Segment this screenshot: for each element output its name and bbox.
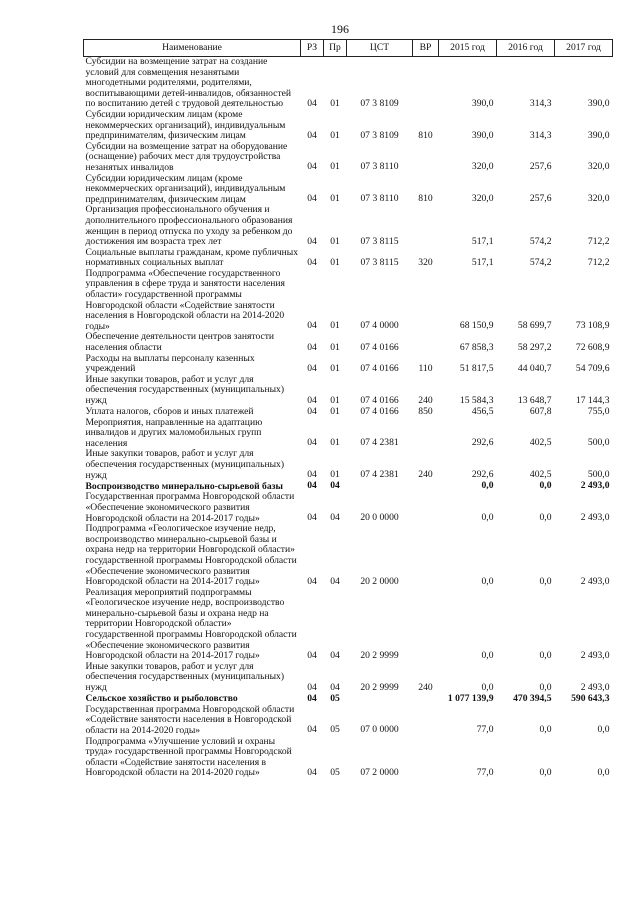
cell-2017: 712,2 — [587, 235, 610, 247]
cell-2015: 0,0 — [481, 512, 494, 524]
cell-vr — [413, 694, 439, 705]
cell-2016: 13 648,7 — [517, 394, 552, 406]
cell-pr: 05 — [330, 692, 340, 704]
cell-pr: 01 — [330, 129, 340, 141]
table-body — [84, 57, 613, 779]
cell-pr: 01 — [330, 256, 340, 268]
cell-2016: 314,3 — [529, 97, 552, 109]
table-row — [84, 588, 613, 662]
cell-cst: 07 2 0000 — [360, 766, 399, 778]
cell-2015: 292,6 — [471, 437, 494, 449]
cell-vr — [413, 418, 439, 450]
table-row — [84, 524, 613, 588]
cell-2015: 0,0 — [481, 649, 494, 661]
cell-2016: 44 040,7 — [517, 362, 552, 374]
cell-vr — [413, 524, 439, 588]
column-header-pr: Пр — [324, 40, 347, 57]
cell-cst: 07 4 0166 — [360, 362, 399, 374]
cell-name: Организация профессионального обучения и дополнительного профессионального образования женщин в период отпуска по уходу за ребенком до достижения им возраста трех лет — [85, 204, 293, 248]
column-header-rz: РЗ — [301, 40, 324, 57]
cell-cst: 20 0 0000 — [360, 512, 399, 524]
cell-cst: 07 3 8109 — [360, 129, 399, 141]
cell-cst: 07 3 8110 — [360, 193, 399, 205]
cell-rz: 04 — [307, 341, 317, 353]
cell-pr: 01 — [330, 405, 340, 417]
table-row — [84, 57, 613, 110]
cell-pr: 01 — [330, 193, 340, 205]
cell-2017: 2 493,0 — [580, 512, 610, 524]
column-header-name: Наименование — [84, 40, 301, 57]
cell-rz: 04 — [307, 256, 317, 268]
cell-cst — [347, 694, 413, 705]
cell-name: Социальные выплаты гражданам, кроме публичных нормативных социальных выплат — [85, 246, 299, 269]
cell-pr: 04 — [330, 512, 340, 524]
cell-2015: 77,0 — [476, 766, 494, 778]
cell-2016: 402,5 — [529, 437, 552, 449]
cell-2017: 2 493,0 — [580, 649, 610, 661]
cell-2017: 2 493,0 — [580, 681, 610, 693]
cell-vr — [413, 492, 439, 524]
cell-2016: 0,0 — [539, 681, 552, 693]
cell-2016: 0,0 — [539, 766, 552, 778]
cell-vr — [413, 588, 439, 662]
cell-2016: 314,3 — [529, 129, 552, 141]
cell-2017: 54 709,6 — [575, 362, 610, 374]
cell-2015: 67 858,3 — [459, 341, 494, 353]
cell-pr: 04 — [330, 649, 340, 661]
cell-2015: 68 150,9 — [459, 320, 494, 332]
cell-2015: 456,5 — [471, 405, 494, 417]
cell-2015: 0,0 — [481, 681, 494, 693]
cell-2017: 320,0 — [587, 193, 610, 205]
table-row — [84, 737, 613, 779]
cell-pr: 05 — [330, 724, 340, 736]
cell-cst: 07 4 2381 — [360, 437, 399, 449]
cell-vr: 320 — [418, 256, 433, 268]
table-header — [84, 40, 613, 57]
table-row — [84, 174, 613, 206]
cell-vr — [413, 737, 439, 779]
cell-2016: 58 297,2 — [517, 341, 552, 353]
cell-2015: 390,0 — [471, 129, 494, 141]
cell-cst: 20 2 9999 — [360, 681, 399, 693]
cell-2016: 0,0 — [539, 724, 552, 736]
cell-2017: 755,0 — [587, 405, 610, 417]
cell-2016: 607,8 — [529, 405, 552, 417]
cell-2017: 0,0 — [597, 766, 610, 778]
cell-2017: 390,0 — [587, 129, 610, 141]
cell-2016: 0,0 — [539, 480, 552, 492]
cell-cst: 07 4 0166 — [360, 405, 399, 417]
cell-2015: 77,0 — [476, 724, 494, 736]
cell-vr — [413, 705, 439, 737]
cell-rz: 04 — [307, 469, 317, 481]
cell-vr: 810 — [418, 193, 433, 205]
cell-pr: 01 — [330, 469, 340, 481]
cell-rz: 04 — [307, 129, 317, 141]
cell-vr: 810 — [418, 129, 433, 141]
cell-pr: 01 — [330, 341, 340, 353]
cell-rz: 04 — [307, 362, 317, 374]
cell-pr: 05 — [330, 766, 340, 778]
cell-vr — [413, 269, 439, 333]
table-row — [84, 418, 613, 450]
budget-table — [83, 39, 613, 779]
cell-cst: 07 3 8109 — [360, 97, 399, 109]
cell-name: Иные закупки товаров, работ и услуг для обеспечения государственных (муниципальных) нужд — [85, 660, 285, 694]
cell-2016: 0,0 — [539, 649, 552, 661]
cell-2016: 574,2 — [529, 256, 552, 268]
cell-2016: 257,6 — [529, 193, 552, 205]
column-header-2016: 2016 год — [497, 40, 555, 57]
cell-name: Государственная программа Новгородской области «Обеспечение экономического развития Новгородской области на 2014-2017 годы» — [85, 491, 295, 524]
cell-2017: 712,2 — [587, 256, 610, 268]
cell-name: Реализация мероприятий подпрограммы «Геологическое изучение недр, воспроизводство минерально-сырьевой базы и охрана недр на территории Новгородской области» государственной программы Новгородской области «Обеспечение экономического развития Новгородской области на 2014-2017 годы» — [85, 586, 297, 662]
cell-2017: 0,0 — [597, 724, 610, 736]
table-row — [84, 662, 613, 694]
cell-2017: 73 108,9 — [575, 320, 610, 332]
cell-2017: 500,0 — [587, 469, 610, 481]
cell-rz: 04 — [307, 724, 317, 736]
cell-rz: 04 — [307, 480, 317, 492]
cell-pr: 01 — [330, 161, 340, 173]
cell-name: Подпрограмма «Геологическое изучение недр, воспроизводство минерально-сырьевой базы и охрана недр на территории Новгородской области» государственной программы Новгородской области «Обеспечение экономического развития Новгородской области на 2014-2017 годы» — [85, 523, 297, 588]
column-header-cst: ЦСТ — [347, 40, 413, 57]
cell-vr: 240 — [418, 681, 433, 693]
cell-cst: 07 4 2381 — [360, 469, 399, 481]
table-row — [84, 354, 613, 375]
table-row — [84, 449, 613, 481]
cell-2015: 15 584,3 — [459, 394, 494, 406]
cell-pr: 01 — [330, 235, 340, 247]
cell-2015: 320,0 — [471, 161, 494, 173]
cell-2016: 402,5 — [529, 469, 552, 481]
cell-2016: 470 394,5 — [513, 692, 552, 704]
cell-2017: 390,0 — [587, 97, 610, 109]
cell-cst: 07 4 0166 — [360, 394, 399, 406]
cell-name: Государственная программа Новгородской области «Содействие занятости населения в Новгородской области на 2014-2020 годы» — [85, 703, 295, 736]
table-row — [84, 269, 613, 333]
table-row — [84, 110, 613, 142]
cell-rz: 04 — [307, 437, 317, 449]
table-row — [84, 142, 613, 174]
cell-pr: 04 — [330, 681, 340, 693]
cell-2015: 320,0 — [471, 193, 494, 205]
cell-name: Субсидии юридическим лицам (кроме некоммерческих организаций), индивидуальным предпринимателям, физическим лицам — [85, 108, 286, 142]
cell-cst: 20 2 9999 — [360, 649, 399, 661]
cell-rz: 04 — [307, 681, 317, 693]
cell-vr — [413, 205, 439, 247]
table-row — [84, 205, 613, 247]
cell-2016: 0,0 — [539, 575, 552, 587]
cell-2017: 17 144,3 — [575, 394, 610, 406]
cell-2015: 292,6 — [471, 469, 494, 481]
cell-2015: 51 817,5 — [459, 362, 494, 374]
page-number: 196 — [331, 22, 349, 36]
cell-pr: 01 — [330, 362, 340, 374]
cell-2017: 2 493,0 — [580, 575, 610, 587]
cell-pr: 01 — [330, 320, 340, 332]
cell-2016: 574,2 — [529, 235, 552, 247]
cell-cst: 07 3 8115 — [360, 256, 399, 268]
cell-cst — [347, 481, 413, 492]
cell-pr: 04 — [330, 575, 340, 587]
cell-2017: 2 493,0 — [580, 480, 610, 492]
cell-name: Сельское хозяйство и рыболовство — [85, 693, 238, 705]
cell-2015: 390,0 — [471, 97, 494, 109]
cell-vr: 240 — [418, 469, 433, 481]
table-row — [84, 248, 613, 269]
cell-name: Субсидии на возмещение затрат на оборудование (оснащение) рабочих мест для трудоустройства незанятых инвалидов — [85, 140, 288, 173]
cell-2016: 0,0 — [539, 512, 552, 524]
cell-pr: 01 — [330, 394, 340, 406]
cell-rz: 04 — [307, 766, 317, 778]
cell-2016: 58 699,7 — [517, 320, 552, 332]
cell-rz: 04 — [307, 193, 317, 205]
table-row — [84, 332, 613, 353]
cell-name: Воспроизводство минерально-сырьевой базы — [85, 480, 284, 492]
cell-2017: 320,0 — [587, 161, 610, 173]
cell-2017: 72 608,9 — [575, 341, 610, 353]
cell-rz: 04 — [307, 512, 317, 524]
table-row — [84, 492, 613, 524]
cell-pr: 01 — [330, 437, 340, 449]
cell-cst: 07 3 8115 — [360, 235, 399, 247]
cell-vr — [413, 57, 439, 110]
cell-pr: 04 — [330, 480, 340, 492]
cell-rz: 04 — [307, 575, 317, 587]
cell-2015: 517,1 — [471, 256, 494, 268]
cell-vr: 850 — [418, 405, 433, 417]
cell-2015: 517,1 — [471, 235, 494, 247]
cell-rz: 04 — [307, 649, 317, 661]
table-row — [84, 705, 613, 737]
cell-rz: 04 — [307, 320, 317, 332]
cell-cst: 07 4 0000 — [360, 320, 399, 332]
cell-rz: 04 — [307, 235, 317, 247]
cell-rz: 04 — [307, 161, 317, 173]
cell-name: Иные закупки товаров, работ и услуг для обеспечения государственных (муниципальных) нужд — [85, 373, 285, 406]
cell-2015: 0,0 — [481, 480, 494, 492]
cell-rz: 04 — [307, 692, 317, 704]
cell-2017: 500,0 — [587, 437, 610, 449]
cell-name: Мероприятия, направленные на адаптацию инвалидов и других маломобильных групп населения — [85, 416, 263, 449]
cell-2015: 1 077 139,9 — [447, 692, 494, 704]
cell-name: Субсидии юридическим лицам (кроме некоммерческих организаций), индивидуальным предпринимателям, физическим лицам — [85, 172, 286, 205]
cell-name: Расходы на выплаты персоналу казенных учреждений — [85, 352, 255, 375]
cell-2017: 590 643,3 — [571, 692, 610, 704]
cell-vr: 240 — [418, 394, 433, 406]
column-header-vr: ВР — [413, 40, 439, 57]
cell-pr: 01 — [330, 97, 340, 109]
cell-cst: 07 4 0166 — [360, 341, 399, 353]
cell-name: Обеспечение деятельности центров занятости населения области — [85, 331, 275, 354]
cell-2016: 257,6 — [529, 161, 552, 173]
cell-name: Подпрограмма «Улучшение условий и охраны труда» государственной программы Новгородской области «Содействие занятости населения в Новгородской области на 2014-2020 годы» — [85, 735, 292, 779]
cell-vr — [413, 481, 439, 492]
cell-cst: 07 0 0000 — [360, 724, 399, 736]
cell-rz: 04 — [307, 97, 317, 109]
cell-name: Субсидии на возмещение затрат на создание условий для совмещения незанятыми многодетными родителями, родителями, воспитывающими детей-инвалидов, обязанностей по воспитанию детей с трудовой деятельностью — [85, 56, 292, 110]
table-row — [84, 375, 613, 407]
cell-vr — [413, 142, 439, 174]
cell-cst: 20 2 0000 — [360, 575, 399, 587]
column-header-2017: 2017 год — [555, 40, 613, 57]
cell-vr — [413, 332, 439, 353]
cell-rz: 04 — [307, 405, 317, 417]
cell-name: Иные закупки товаров, работ и услуг для обеспечения государственных (муниципальных) нужд — [85, 448, 285, 481]
cell-name: Уплата налогов, сборов и иных платежей — [85, 406, 254, 418]
column-header-2015: 2015 год — [439, 40, 497, 57]
cell-name: Подпрограмма «Обеспечение государственного управления в сфере труда и занятости населения области» государственной программы Новгородской области «Содействие занятости населения в Новгородской области на 2014-2020 годы» — [85, 267, 285, 332]
cell-rz: 04 — [307, 394, 317, 406]
cell-vr: 110 — [418, 362, 433, 374]
cell-cst: 07 3 8110 — [360, 161, 399, 173]
cell-2015: 0,0 — [481, 575, 494, 587]
